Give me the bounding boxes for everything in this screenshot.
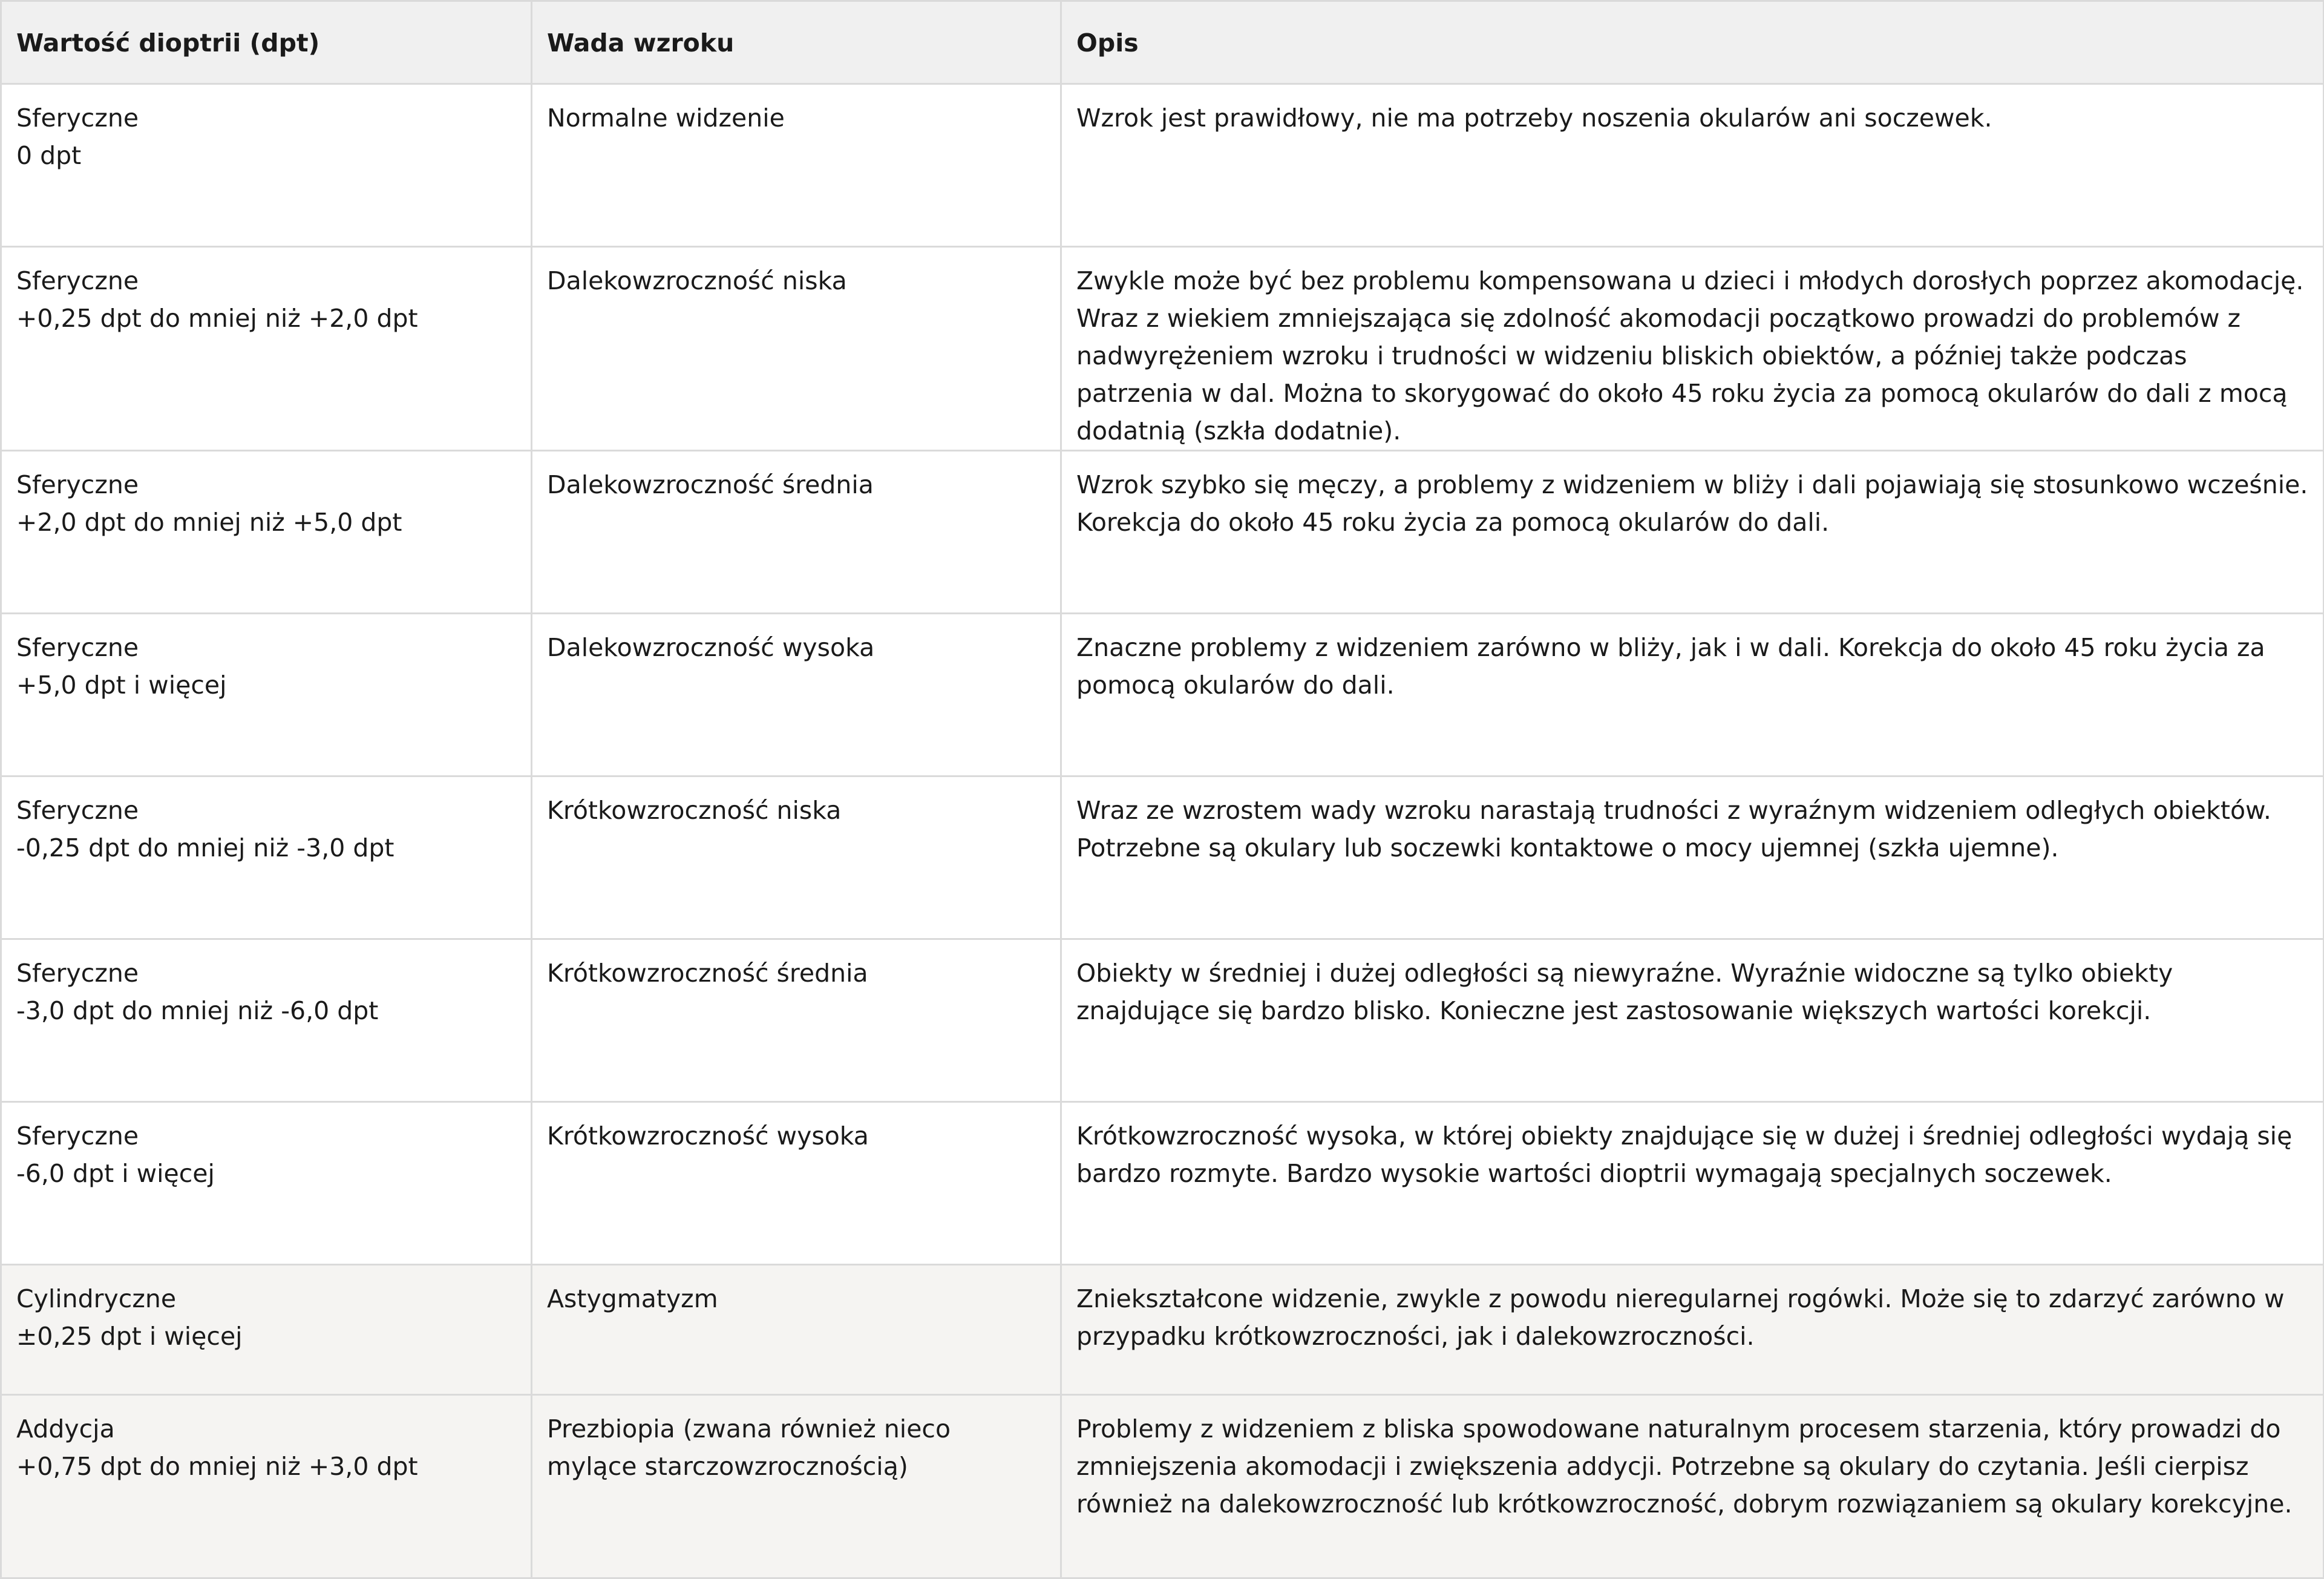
table-row (1, 939, 2324, 1102)
diopter-value-cell (1, 614, 532, 776)
table-row (1, 451, 2324, 614)
vision-defect-cell: Normalne widzenie (532, 84, 1061, 247)
lens-type: Sferyczne (16, 103, 139, 133)
description-cell: Problemy z widzeniem z bliska spowodowane naturalnym procesem starzenia, który prowadzi do zmniejszenia akomodacji i zwiększenia addycji. Potrzebne są okulary do czytania. Jeśli cierpisz również na dalekowzroczność lub krótkowzroczność, dobrym rozwiązaniem są okulary korekcyjne. (1061, 1395, 2324, 1578)
column-header-vision-defect: Wada wzroku (532, 1, 1061, 84)
lens-type: Sferyczne (16, 796, 139, 825)
vision-defect-cell: Krótkowzroczność wysoka (532, 1102, 1061, 1265)
lens-type: Cylindryczne (16, 1284, 177, 1313)
lens-type: Sferyczne (16, 1121, 139, 1151)
table-row (1, 84, 2324, 247)
diopter-range: +0,75 dpt do mniej niż +3,0 dpt (16, 1452, 418, 1481)
description-cell: Wraz ze wzrostem wady wzroku narastają trudności z wyraźnym widzeniem odległych obiektów. Potrzebne są okulary lub soczewki kontaktowe o mocy ujemnej (szkła ujemne). (1061, 776, 2324, 939)
vision-defect-cell: Prezbiopia (zwana również nieco mylące starczowzrocznością) (532, 1395, 1061, 1578)
diopter-value-cell (1, 451, 532, 614)
table-row (1, 614, 2324, 776)
diopter-range: -0,25 dpt do mniej niż -3,0 dpt (16, 833, 394, 862)
description-cell: Wzrok szybko się męczy, a problemy z widzeniem w bliży i dali pojawiają się stosunkowo wcześnie. Korekcja do około 45 roku życia za pomocą okularów do dali. (1061, 451, 2324, 614)
diopter-range: ±0,25 dpt i więcej (16, 1322, 243, 1351)
description-cell: Wzrok jest prawidłowy, nie ma potrzeby noszenia okularów ani soczewek. (1061, 84, 2324, 247)
diopter-value-cell (1, 1102, 532, 1265)
vision-defect-cell: Dalekowzroczność niska (532, 247, 1061, 451)
lens-type: Sferyczne (16, 470, 139, 499)
column-header-description: Opis (1061, 1, 2324, 84)
lens-type: Sferyczne (16, 959, 139, 988)
diopter-value-cell (1, 939, 532, 1102)
table-row (1, 1395, 2324, 1578)
description-cell: Obiekty w średniej i dużej odległości są niewyraźne. Wyraźnie widoczne są tylko obiekty znajdujące się bardzo blisko. Konieczne jest zastosowanie większych wartości korekcji. (1061, 939, 2324, 1102)
lens-type: Sferyczne (16, 266, 139, 295)
vision-defect-cell: Dalekowzroczność średnia (532, 451, 1061, 614)
diopter-range: +5,0 dpt i więcej (16, 671, 227, 700)
description-cell: Zniekształcone widzenie, zwykle z powodu nieregularnej rogówki. Może się to zdarzyć zarówno w przypadku krótkowzroczności, jak i dalekowzroczności. (1061, 1265, 2324, 1395)
diopter-value-cell (1, 776, 532, 939)
lens-type: Addycja (16, 1414, 115, 1443)
diopter-range: +2,0 dpt do mniej niż +5,0 dpt (16, 508, 402, 537)
vision-defect-cell: Krótkowzroczność niska (532, 776, 1061, 939)
diopter-value-cell (1, 1265, 532, 1395)
vision-defect-cell: Dalekowzroczność wysoka (532, 614, 1061, 776)
diopter-range: -3,0 dpt do mniej niż -6,0 dpt (16, 996, 379, 1025)
table-row (1, 247, 2324, 451)
table-header-row (1, 1, 2324, 84)
table-row (1, 776, 2324, 939)
vision-defect-cell: Astygmatyzm (532, 1265, 1061, 1395)
diopter-range: -6,0 dpt i więcej (16, 1159, 215, 1188)
diopter-range: +0,25 dpt do mniej niż +2,0 dpt (16, 304, 418, 333)
lens-type: Sferyczne (16, 633, 139, 662)
diopter-value-cell (1, 247, 532, 451)
description-cell: Krótkowzroczność wysoka, w której obiekty znajdujące się w dużej i średniej odległości wydają się bardzo rozmyte. Bardzo wysokie wartości dioptrii wymagają specjalnych soczewek. (1061, 1102, 2324, 1265)
description-cell: Zwykle może być bez problemu kompensowana u dzieci i młodych dorosłych poprzez akomodację. Wraz z wiekiem zmniejszająca się zdolność akomodacji początkowo prowadzi do problemów z nadwyrężeniem wzroku i trudności w widzeniu bliskich obiektów, a później także podczas patrzenia w dal. Można to skorygować do około 45 roku życia za pomocą okularów do dali z mocą dodatnią (szkła dodatnie). (1061, 247, 2324, 451)
vision-defect-cell: Krótkowzroczność średnia (532, 939, 1061, 1102)
table-row (1, 1102, 2324, 1265)
table-row (1, 1265, 2324, 1395)
description-cell: Znaczne problemy z widzeniem zarówno w bliży, jak i w dali. Korekcja do około 45 roku życia za pomocą okularów do dali. (1061, 614, 2324, 776)
diopter-value-cell (1, 84, 532, 247)
column-header-diopter-value: Wartość dioptrii (dpt) (1, 1, 532, 84)
diopter-range: 0 dpt (16, 141, 82, 170)
diopter-value-cell (1, 1395, 532, 1578)
